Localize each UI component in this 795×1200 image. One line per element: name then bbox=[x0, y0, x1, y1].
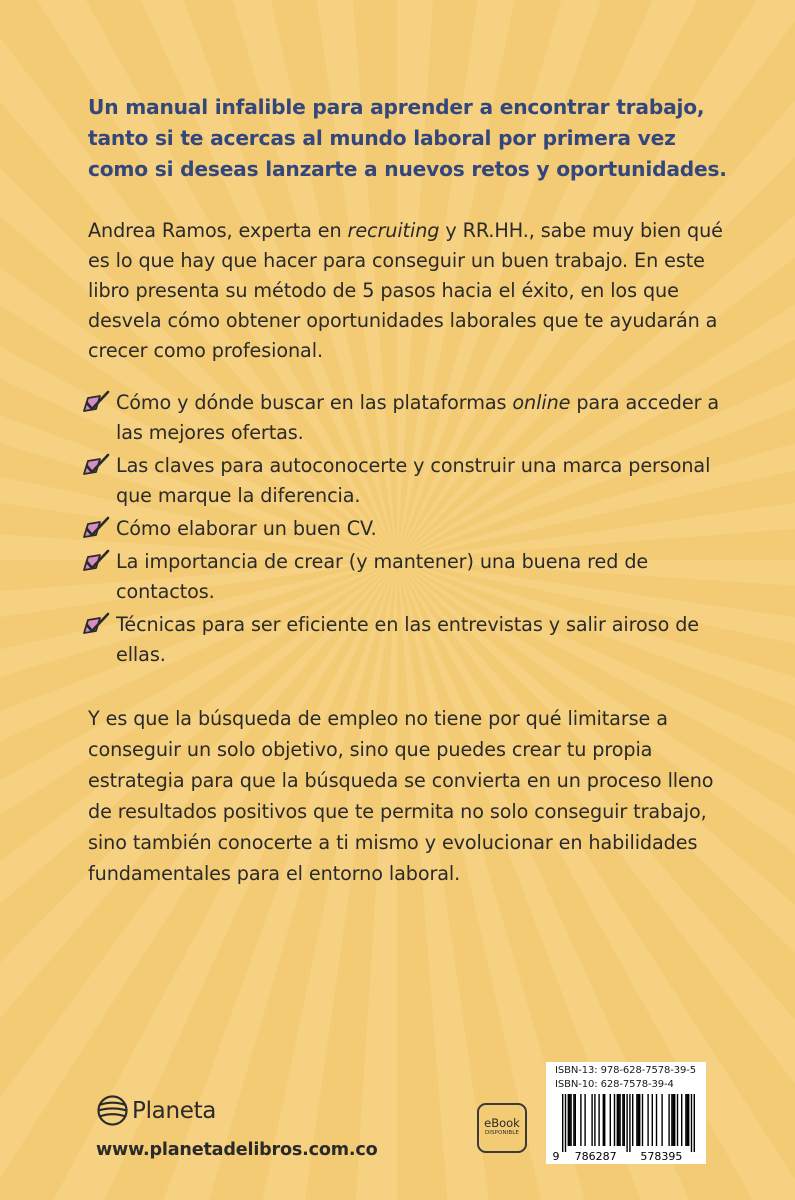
barcode-bar bbox=[694, 1094, 695, 1152]
barcode-bar bbox=[594, 1094, 595, 1146]
barcode-bar bbox=[652, 1094, 653, 1146]
barcode-bar bbox=[638, 1094, 639, 1146]
barcode-bar bbox=[573, 1094, 574, 1146]
barcode-bar bbox=[575, 1094, 576, 1146]
publisher-website: www.planetadelibros.com.co bbox=[96, 1140, 378, 1160]
list-item: La importancia de crear (y mantener) una buena red de contactos. bbox=[88, 547, 728, 607]
barcode-bar bbox=[674, 1094, 675, 1146]
barcode-bar bbox=[584, 1094, 585, 1146]
feature-list bbox=[88, 388, 728, 670]
barcode-bar bbox=[569, 1094, 570, 1146]
list-item: Cómo elaborar un buen CV. bbox=[88, 514, 728, 544]
ebook-badge bbox=[477, 1103, 527, 1153]
barcode-bar bbox=[681, 1094, 682, 1146]
barcode-bar bbox=[618, 1094, 619, 1146]
isbn-10: ISBN-10: 628-7578-39-4 bbox=[555, 1079, 674, 1090]
barcode-bar bbox=[568, 1094, 569, 1146]
barcode-bar bbox=[562, 1094, 563, 1152]
barcode-bar bbox=[661, 1094, 662, 1146]
barcode-bar bbox=[636, 1094, 637, 1146]
barcode-digits: 9 bbox=[552, 1150, 560, 1162]
back-cover-text bbox=[88, 92, 728, 889]
barcode-bar bbox=[626, 1094, 627, 1152]
barcode-digits: 786287 bbox=[574, 1150, 617, 1162]
barcode-bar bbox=[688, 1094, 689, 1146]
barcode-bar bbox=[671, 1094, 672, 1146]
barcode-bar bbox=[570, 1094, 571, 1146]
list-item: Cómo y dónde buscar en las plataformas online para acceder a las mejores ofertas. bbox=[88, 388, 728, 448]
barcode-bar bbox=[580, 1094, 581, 1146]
barcode-bar bbox=[614, 1094, 615, 1146]
list-item: Técnicas para ser eficiente en las entrevistas y salir airoso de ellas. bbox=[88, 610, 728, 670]
barcode-bar bbox=[639, 1094, 640, 1146]
barcode-bar bbox=[647, 1094, 648, 1146]
planeta-globe-icon bbox=[96, 1094, 129, 1127]
barcode-bar bbox=[673, 1094, 674, 1146]
barcode-bar bbox=[619, 1094, 620, 1146]
isbn-13: ISBN-13: 978-628-7578-39-5 bbox=[555, 1065, 697, 1076]
barcode-bar bbox=[591, 1094, 592, 1146]
barcode-bar bbox=[685, 1094, 686, 1146]
barcode-bar bbox=[603, 1094, 604, 1146]
checkbox-icon bbox=[82, 549, 110, 573]
tagline: Un manual infalible para aprender a encontrar trabajo, tanto si te acercas al mundo laboral por primera vez como si deseas lanzarte a nuevos retos y oportunidades. bbox=[88, 95, 727, 181]
barcode-bar bbox=[687, 1094, 688, 1146]
barcode-bar bbox=[629, 1094, 630, 1152]
checkbox-icon bbox=[82, 453, 110, 477]
barcode-bar bbox=[632, 1094, 633, 1146]
list-item: Las claves para autoconocerte y construir una marca personal que marque la diferencia. bbox=[88, 451, 728, 511]
ebook-title: eBook bbox=[484, 1116, 520, 1130]
checkbox-icon bbox=[82, 390, 110, 414]
barcode-bar bbox=[624, 1094, 625, 1146]
barcode-bar bbox=[677, 1094, 678, 1146]
barcode-bar bbox=[622, 1094, 623, 1146]
publisher-logo bbox=[96, 1094, 216, 1127]
barcode-bar bbox=[642, 1094, 643, 1146]
barcode-bar bbox=[691, 1094, 692, 1152]
barcode-bar bbox=[565, 1094, 566, 1152]
barcode-bar bbox=[668, 1094, 669, 1146]
barcode-bar bbox=[610, 1094, 611, 1146]
closing-paragraph: Y es que la búsqueda de empleo no tiene por qué limitarse a conseguir un solo objetivo, sino que puedes crear tu propia estrategia para que la búsqueda se convierta en un proceso lleno de resultados positivos que te permita no solo conseguir trabajo, sino también conocerte a ti mismo y evolucionar en habilidades fundamentales para el entorno laboral. bbox=[88, 707, 714, 885]
publisher-name: Planeta bbox=[132, 1097, 217, 1124]
barcode-bar bbox=[604, 1094, 605, 1146]
barcode-bar bbox=[656, 1094, 657, 1146]
intro-paragraph: Andrea Ramos, experta en recruiting y RR.HH., sabe muy bien qué es lo que hay que hacer para conseguir un buen trabajo. En este libro presenta su método de 5 pasos hacia el éxito, en los que desvela cómo obtener oportunidades laborales que te ayudarán a crecer como profesional. bbox=[88, 219, 723, 362]
barcode-digits: 578395 bbox=[640, 1150, 683, 1162]
checkbox-icon bbox=[82, 516, 110, 540]
barcode-bar bbox=[598, 1094, 599, 1146]
barcode-box bbox=[546, 1062, 706, 1164]
barcode-bar bbox=[617, 1094, 618, 1146]
ebook-subtitle: DISPONIBLE bbox=[484, 1130, 520, 1136]
barcode bbox=[550, 1094, 702, 1162]
checkbox-icon bbox=[82, 612, 110, 636]
